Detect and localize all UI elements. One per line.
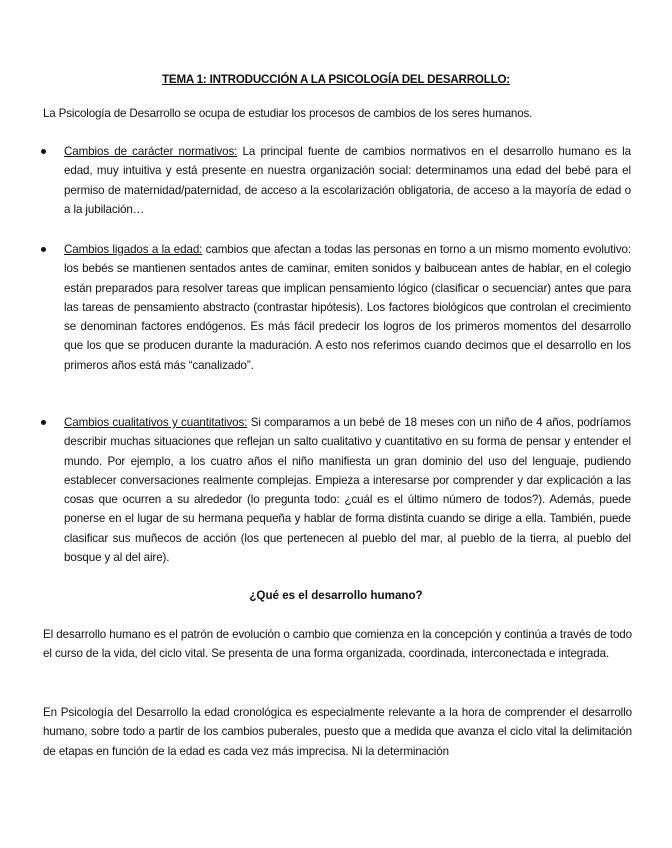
page-title: TEMA 1: INTRODUCCIÓN A LA PSICOLOGÍA DEL DESARROLLO:: [162, 73, 510, 86]
bullet-term: Cambios de carácter normativos:: [64, 145, 238, 158]
bullet-term: Cambios cualitativos y cuantitativos:: [64, 416, 248, 429]
body-paragraph: En Psicología del Desarrollo la edad cronológica es especialmente relevante a la hora de comprender el desarrollo humano, sobre todo a partir de los cambios puberales, puesto que a medida que avanza el ciclo vital la delimitación de etapas en función de la edad es cada vez más imprecisa. Ni la determinación: [43, 706, 632, 758]
bullet-text: cambios que afectan a todas las personas en torno a un mismo momento evolutivo: los bebés se mantienen sentados antes de caminar, emiten sonidos y balbucean antes de hablar, en el colegio están preparados para resolver tareas que implican pensamiento lógico (clasificar o secuenciar) antes que para las tareas de pensamiento abstracto (contrastar hipótesis). Los factores biológicos que controlan el crecimiento se denominan factores endógenos. Es más fácil predecir los logros de los primeros momentos del desarrollo que los que se producen durante la maduración. A esto nos referimos cuando decimos que el desarrollo en los primeros años está más “canalizado”.: [64, 243, 631, 372]
intro-paragraph: La Psicología de Desarrollo se ocupa de estudiar los procesos de cambios de los seres humanos.: [43, 107, 533, 120]
bullet-item-cualitativos: [64, 413, 631, 567]
bullet-term: Cambios ligados a la edad:: [64, 243, 203, 256]
bullet-dot-icon: [41, 149, 46, 154]
bullet-item-normativos: [64, 142, 631, 219]
bullet-item-edad: [64, 240, 631, 375]
bullet-text: Si comparamos a un bebé de 18 meses con un niño de 4 años, podríamos describir muchas situaciones que reflejan un salto cualitativo y cuantitativo en su forma de pensar y entender el mundo. Por ejemplo, a los cuatro años el niño manifiesta un gran dominio del uso del lenguaje, pudiendo establecer conversaciones realmente complejas. Empieza a interesarse por comprender y dar explicación a las cosas que ocurren a su alrededor (lo pregunta todo: ¿cuál es el último número de todos?). Además, puede ponerse en el lugar de su hermana pequeña y hablar de forma distinta cuando se dirige a ella. También, puede clasificar sus muñecos de acción (los que pertenecen al pueblo del mar, al pueblo de la tierra, al pueblo del bosque y al del aire).: [64, 416, 631, 565]
bullet-text: La principal fuente de cambios normativos en el desarrollo humano es la edad, muy intuitiva y está presente en nuestra organización social: determinamos una edad del bebé para el permiso de maternidad/paternidad, de acceso a la escolarización obligatoria, de acceso a la mayoría de edad o a la jubilación…: [64, 145, 631, 216]
body-paragraph: El desarrollo humano es el patrón de evolución o cambio que comienza en la concepción y continúa a través de todo el curso de la vida, del ciclo vital. Se presenta de una forma organizada, coordinada, interconectada e integrada.: [43, 628, 632, 661]
bullet-dot-icon: [41, 247, 46, 252]
bullet-dot-icon: [41, 420, 46, 425]
section-heading: ¿Qué es el desarrollo humano?: [249, 589, 423, 602]
